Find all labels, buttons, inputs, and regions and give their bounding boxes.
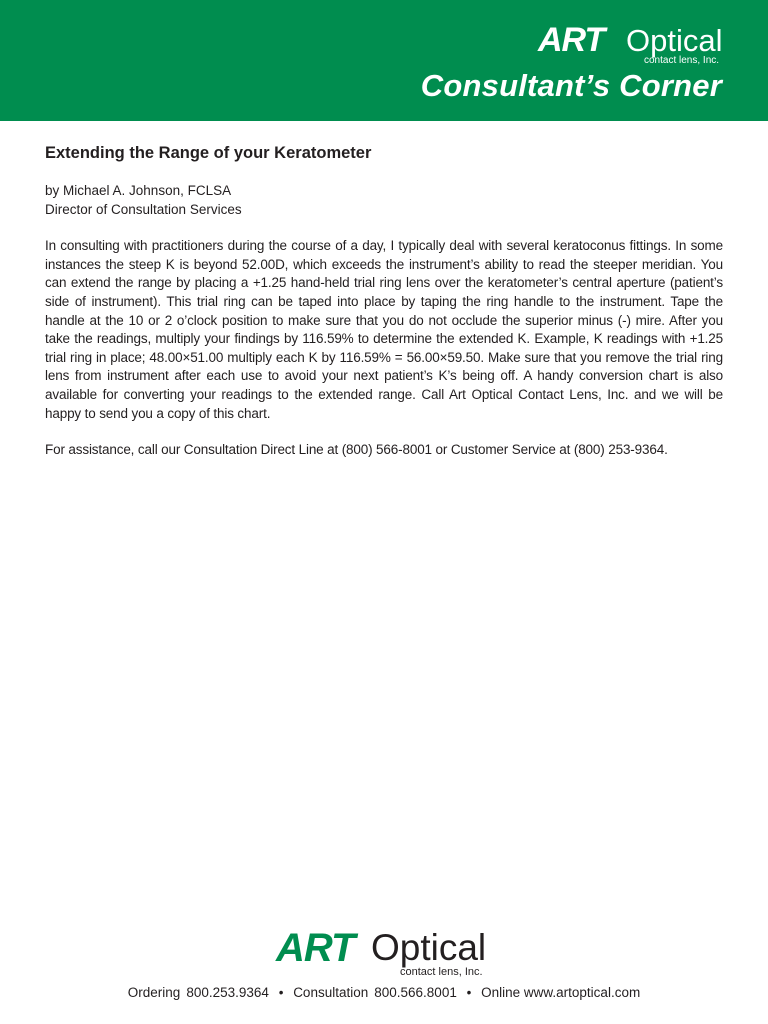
byline (45, 182, 723, 219)
separator-bullet: • (466, 985, 472, 1000)
header-banner (0, 0, 768, 121)
consultation-number: 800.566.8001 (374, 985, 457, 1000)
footer-logo-subtitle: contact lens, Inc. (400, 966, 483, 978)
online-label: Online (481, 985, 521, 1000)
article-title: Extending the Range of your Keratometer (45, 144, 372, 162)
article-body: In consulting with practitioners during the course of a day, I typically deal with several keratoconus fittings. In some instances the steep K is beyond 52.00D, which exceeds the instrument’s ability to read the steeper meridian. You can extend the range by placing a +1.25 hand-held trial ring lens over the keratometer’s central aperture (patient’s side of instrument). This trial ring can be taped into place by taping the ring handle to the instrument. Tape the handle at the 10 or 2 o’clock position to make sure that you do not occlude the superior minus (-) mire. After you take the readings, multiply your findings by 116.59% to determine the extended K. Example, K readings with +1.25 trial ring in place; 48.00×51.00 multiply each K by 116.59% = 56.00×59.50. Make sure that you remove the trial ring lens from instrument after each use to avoid your next patient’s K’s being off. A handy conversion chart is also available for converting your readings to the extended range. Call Art Optical Contact Lens, Inc. and we will be happy to send you a copy of this chart. (45, 238, 723, 421)
separator-bullet: • (278, 985, 284, 1000)
footer-contact (0, 984, 768, 1002)
footer-logo-art-text: ART (276, 926, 355, 970)
ordering-label: Ordering (127, 985, 181, 1000)
footer-logo-optical-text: Optical (371, 927, 487, 968)
assistance-line: For assistance, call our Consultation Direct Line at (800) 566-8001 or Customer Service at (800) 253-9364. (45, 442, 668, 458)
author-name: by Michael A. Johnson, FCLSA (45, 183, 232, 198)
article (45, 140, 723, 460)
consultation-label: Consultation (293, 985, 369, 1000)
header-title: Consultant’s Corner (420, 68, 722, 103)
footer-logo (276, 926, 496, 980)
ordering-number: 800.253.9364 (186, 985, 269, 1000)
logo-art-text: ART (538, 21, 605, 59)
logo-subtitle: contact lens, Inc. (644, 55, 720, 66)
art-optical-logo (538, 21, 728, 69)
logo-optical-text: Optical (626, 23, 723, 58)
website-link[interactable]: www.artoptical.com (523, 985, 641, 1000)
author-role: Director of Consultation Services (45, 201, 242, 217)
